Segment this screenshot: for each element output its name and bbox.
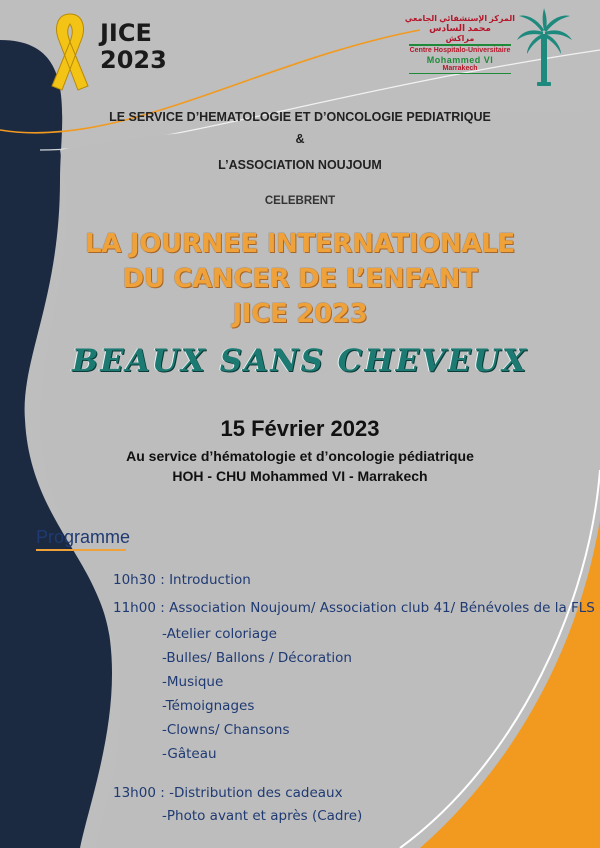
- header-amp: &: [295, 132, 305, 146]
- chu-fr-line: Centre Hospitalo-Universitaire: [409, 46, 511, 54]
- program-subitem: -Photo avant et après (Cadre): [162, 808, 363, 824]
- jice-logo-text: [100, 20, 167, 74]
- place-line1: Au service d’hématologie et d’oncologie pédiatrique: [126, 448, 474, 464]
- program-subitem: -Témoignages: [162, 698, 255, 714]
- program-subitem: -Musique: [162, 674, 224, 690]
- program-sep: :: [160, 600, 165, 616]
- program-title-underline: [36, 549, 126, 551]
- slogan: BEAUX SANS CHEVEUX: [71, 343, 529, 379]
- chu-city: Marrakech: [442, 64, 478, 72]
- title-line3: JICE 2023: [232, 299, 368, 329]
- logo-line1: JICE: [100, 19, 152, 47]
- chu-arabic-line3: مراكش: [445, 34, 475, 43]
- header-celebrate: CELEBRENT: [264, 195, 336, 207]
- chu-logo-block: [405, 14, 515, 75]
- program-subitem: -Gâteau: [162, 746, 217, 762]
- header-line1: LE SERVICE D’HEMATOLOGIE ET D’ONCOLOGIE PEDIATRIQUE: [109, 110, 491, 124]
- program-text: -Distribution des cadeaux: [169, 785, 343, 801]
- program-text: Introduction: [169, 572, 251, 588]
- program-sep: :: [160, 785, 165, 801]
- title-line2: DU CANCER DE L’ENFANT: [122, 264, 478, 294]
- event-date: 15 Février 2023: [220, 416, 380, 441]
- program-item-last: [113, 785, 343, 801]
- logo-line2: 2023: [100, 46, 167, 74]
- title-line1: LA JOURNEE INTERNATIONALE: [84, 229, 516, 259]
- program-subitem: -Clowns/ Chansons: [162, 722, 290, 738]
- chu-arabic-line2: محمد السادس: [429, 23, 491, 33]
- awareness-ribbon-icon: [40, 8, 100, 93]
- chu-arabic-line1: المركز الإستشفائي الجامعي: [404, 14, 515, 23]
- program-title: Programme: [36, 527, 131, 547]
- program-time: 11h00: [113, 600, 156, 616]
- program-time: 13h00: [113, 785, 156, 801]
- place-line2: HOH - CHU Mohammed VI - Marrakech: [172, 468, 428, 484]
- palm-tree-icon: [517, 8, 572, 88]
- program-subitem: -Bulles/ Ballons / Décoration: [162, 650, 352, 666]
- program-text: Association Noujoum/ Association club 41/ Bénévoles de la FLS: [169, 600, 595, 616]
- program-time: 10h30: [113, 572, 156, 588]
- program-subitem: -Atelier coloriage: [162, 626, 277, 642]
- header-line2: L’ASSOCIATION NOUJOUM: [218, 158, 382, 172]
- program-item: [113, 572, 251, 588]
- program-sep: :: [160, 572, 165, 588]
- program-item: [113, 600, 595, 616]
- chu-name: Mohammed VI: [426, 54, 494, 65]
